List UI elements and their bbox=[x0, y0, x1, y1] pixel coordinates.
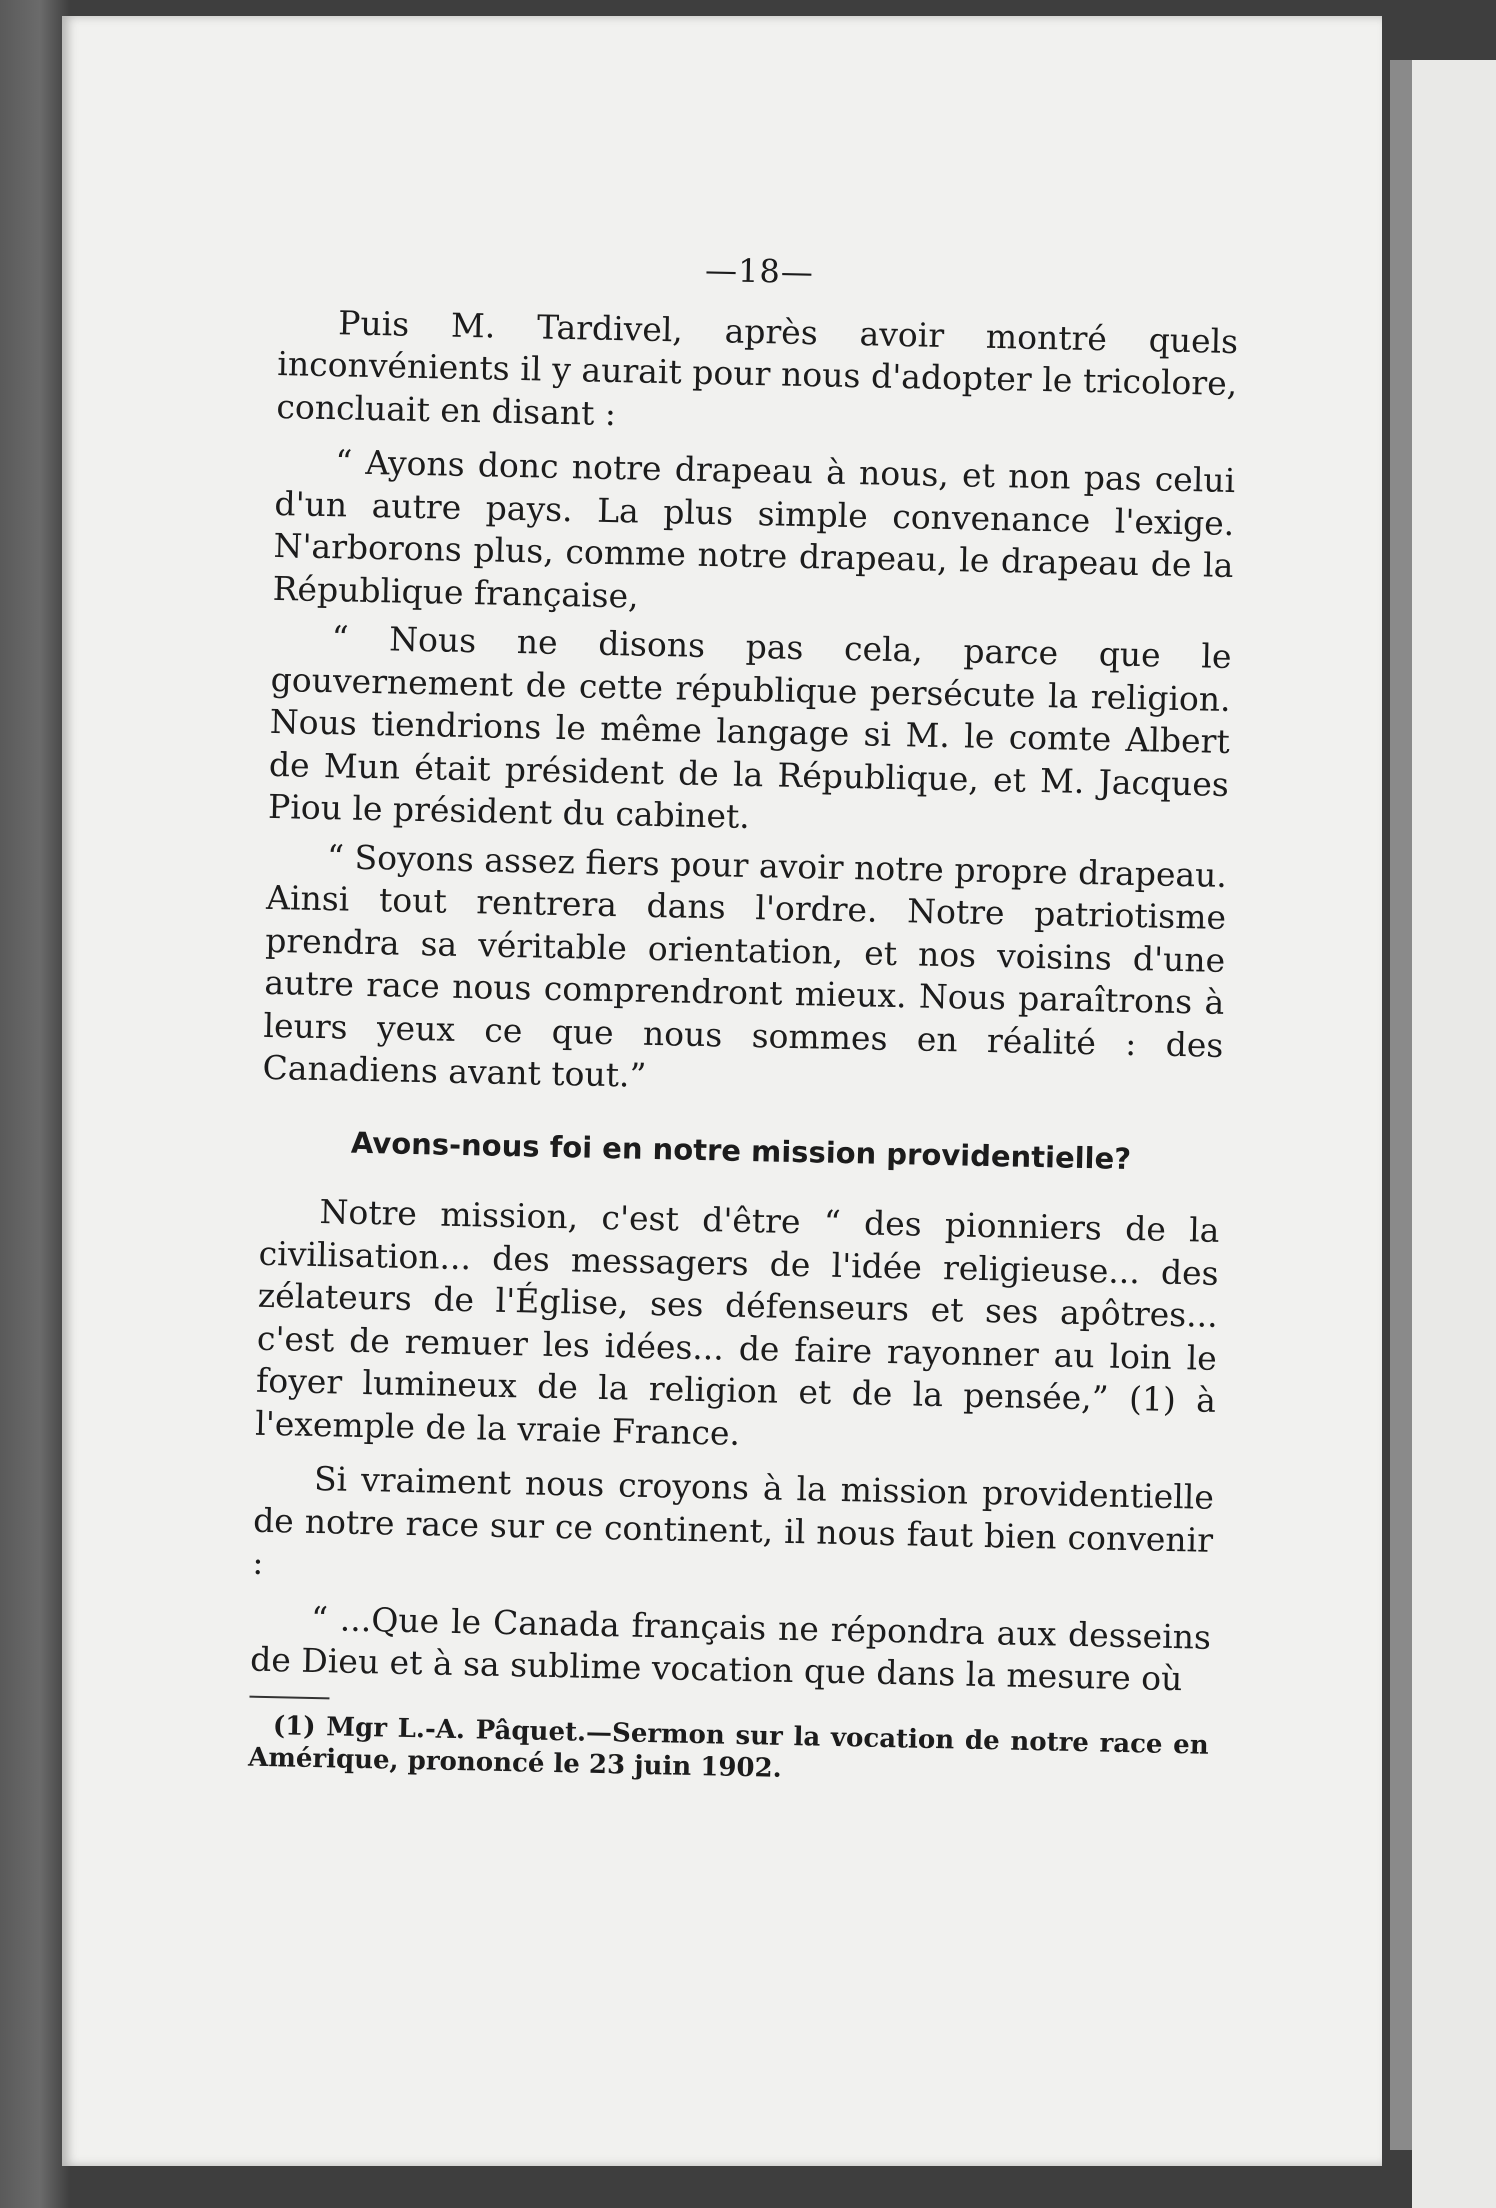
footnote-divider bbox=[249, 1695, 329, 1699]
page-number: —18— bbox=[704, 250, 815, 292]
quote-paragraph: “ Nous ne disons pas cela, parce que le gouvernement de cette république persécute la religion. Nous tiendrions le même langage si M. le comte Albert de Mun était président de la République, et M. Jacques Piou le président du cabinet. bbox=[267, 618, 1232, 836]
paragraph: Notre mission, c'est d'être “ des pionniers de la civilisation... des messagers de l'idée religieuse... des zélateurs de l'Église, ses défenseurs et ses apôtres... c'est de remuer les idées... de faire rayonner au loin le foyer lumineux de la religion et de la pensée,” (1) à l'exemple de la vraie France. bbox=[254, 1192, 1220, 1453]
section-heading: Avons-nous foi en notre mission providentielle? bbox=[350, 1125, 1132, 1176]
footnote: (1) Mgr L.-A. Pâquet.—Sermon sur la vocation de notre race en Amérique, prononcé le 23 juin 1902. bbox=[247, 1710, 1209, 1784]
adjacent-page bbox=[1412, 60, 1496, 2208]
page-text bbox=[248, 240, 1240, 1793]
quote-paragraph: “ Ayons donc notre drapeau à nous, et non pas celui d'un autre pays. La plus simple convenance l'exige. N'arborons plus, comme notre drapeau, le drapeau de la République française, bbox=[272, 442, 1236, 616]
quote-paragraph: “ Soyons assez fiers pour avoir notre propre drapeau. Ainsi tout rentrera dans l'ordre. Notre patriotisme prendra sa véritable orientation, et nos voisins d'une autre race nous comprendront mieux. Nous paraîtrons à leurs yeux ce que nous sommes en réalité : des Canadiens avant tout.” bbox=[262, 836, 1228, 1095]
page-edge bbox=[1390, 60, 1412, 2150]
quote-paragraph: “ ...Que le Canada français ne répondra aux desseins de Dieu et à sa sublime vocation que dans la mesure où bbox=[249, 1598, 1212, 1699]
paragraph: Puis M. Tardivel, après avoir montré quels inconvénients il y aurait pour nous d'adopter le tricolore, concluait en disant : bbox=[276, 302, 1239, 433]
paragraph: Si vraiment nous croyons à la mission providentielle de notre race sur ce continent, il nous faut bien convenir : bbox=[251, 1458, 1215, 1582]
